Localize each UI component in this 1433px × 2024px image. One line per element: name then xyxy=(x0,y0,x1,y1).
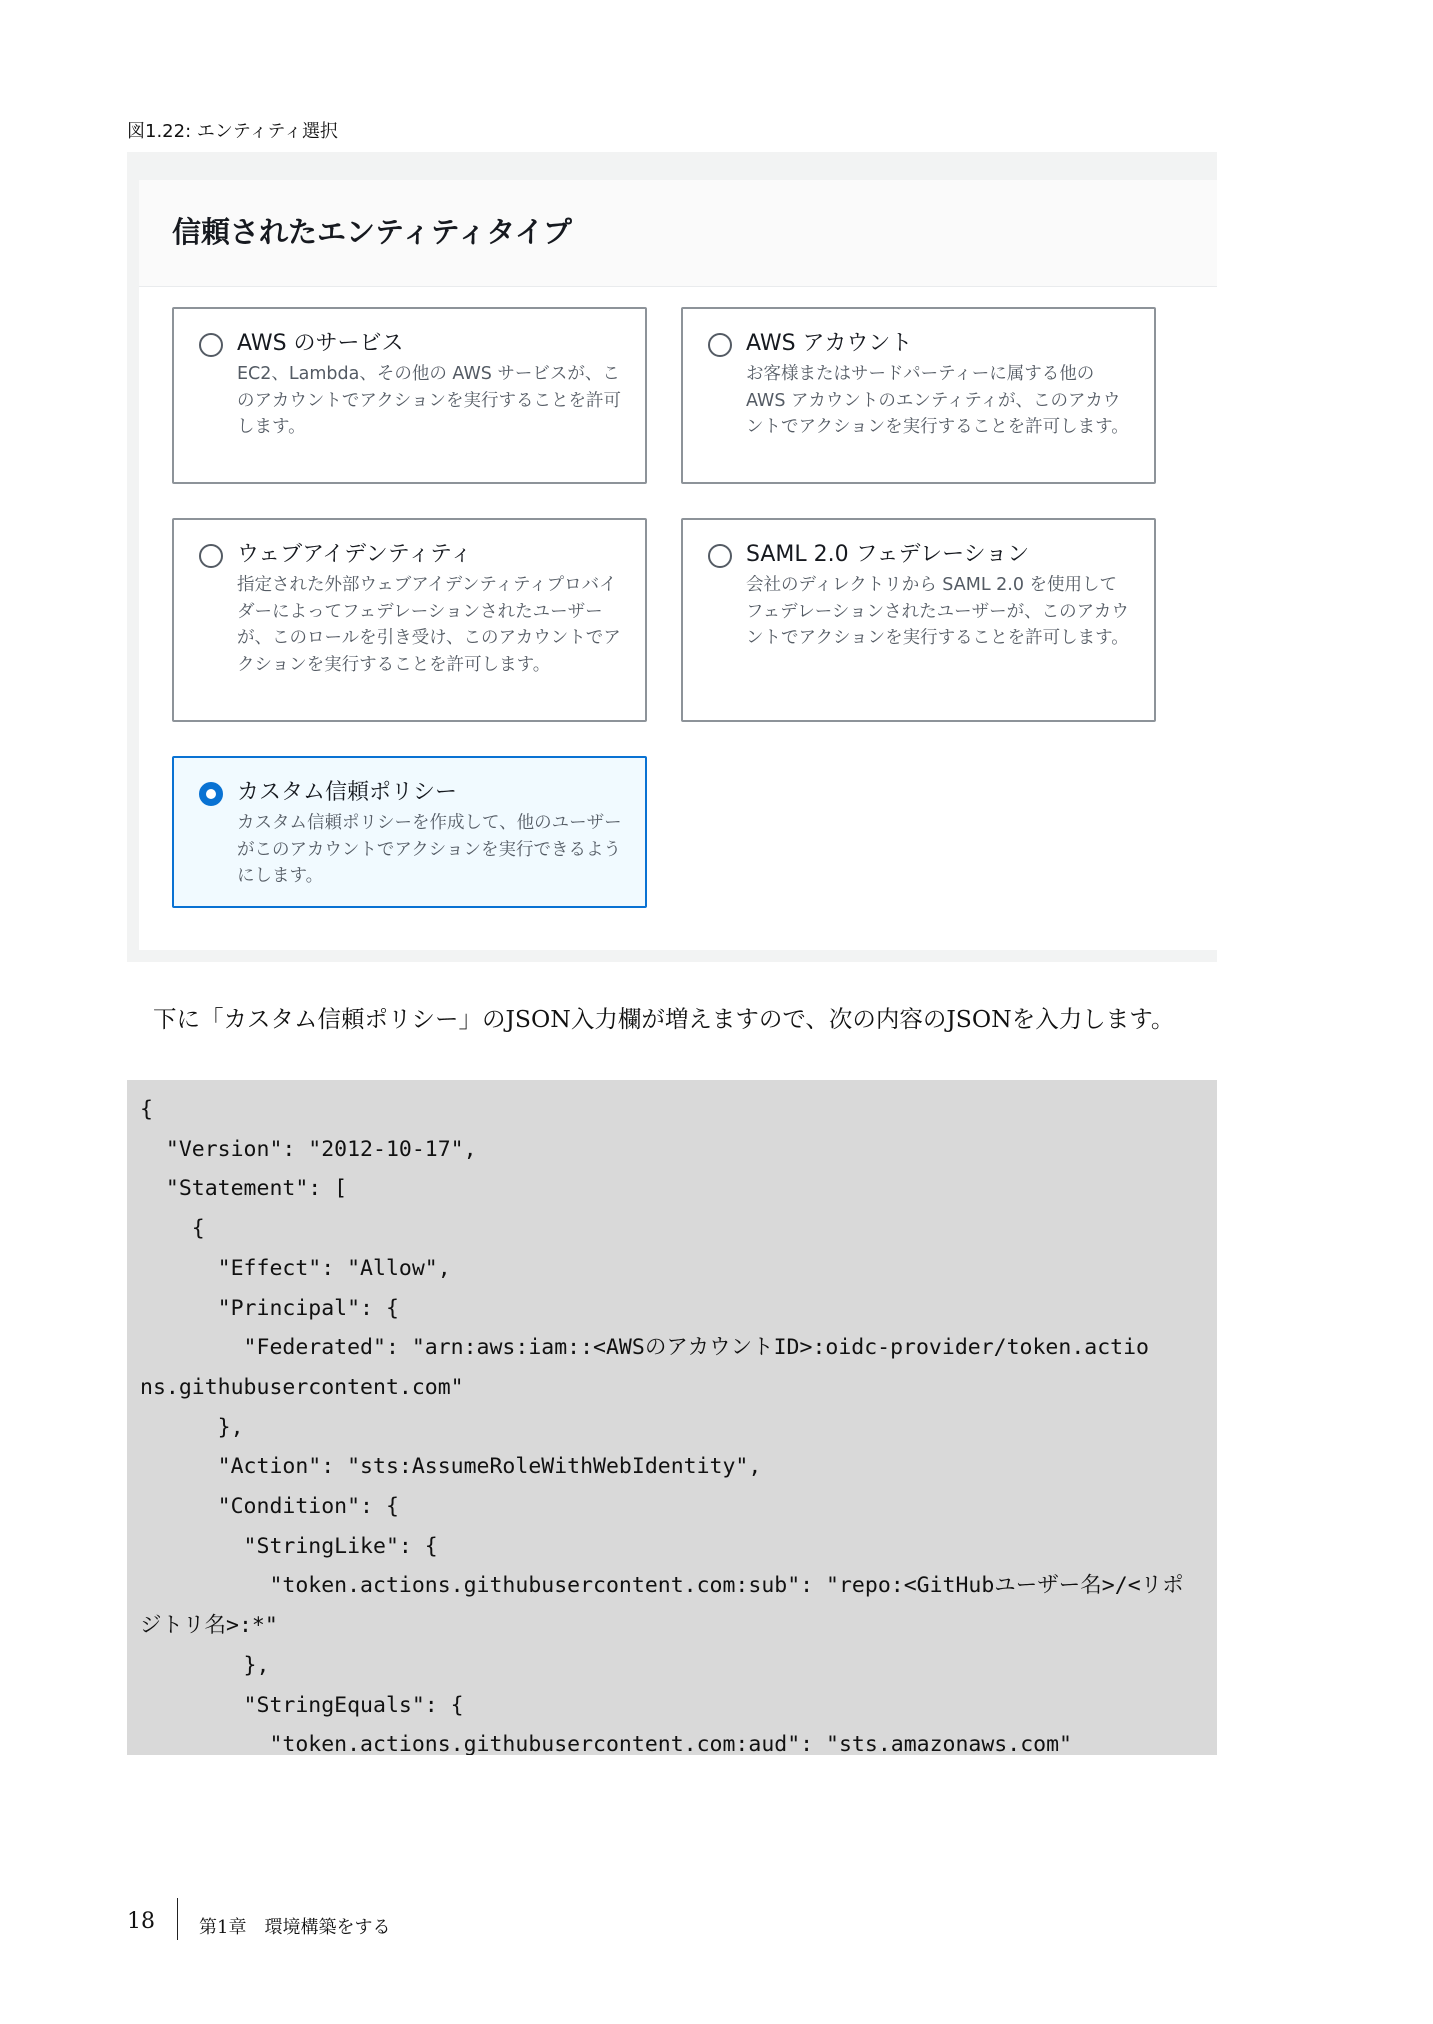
figure-screenshot xyxy=(127,152,1217,962)
option-title-web-identity: ウェブアイデンティティ xyxy=(237,542,473,567)
option-title-saml: SAML 2.0 フェデレーション xyxy=(746,542,1030,567)
body-paragraph: 下に「カスタム信頼ポリシー」のJSON入力欄が増えますので、次の内容のJSONを入力します。 xyxy=(153,1005,1175,1033)
radio-saml[interactable] xyxy=(708,544,732,568)
page-number: 18 xyxy=(127,1909,155,1934)
option-card-web-identity[interactable] xyxy=(172,518,647,722)
option-desc-web-identity: 指定された外部ウェブアイデンティティプロバイダーによってフェデレーションされたユーザーが、このロールを引き受け、このアカウントでアクションを実行することを許可します。 xyxy=(237,575,621,675)
radio-custom-trust-policy[interactable] xyxy=(199,782,223,806)
option-title-aws-account: AWS アカウント xyxy=(746,331,913,356)
option-desc-aws-service: EC2、Lambda、その他の AWS サービスが、このアカウントでアクションを実行することを許可します。 xyxy=(237,364,621,437)
radio-aws-account[interactable] xyxy=(708,333,732,357)
option-desc-custom-trust-policy: カスタム信頼ポリシーを作成して、他のユーザーがこのアカウントでアクションを実行できるようにします。 xyxy=(237,813,622,886)
code-content: { "Version": "2012-10-17", "Statement": [ { "Effect": "Allow", "Principal": { "Federated": "arn:aws:iam::<AWSのアカウントID>:oidc-provider/token.actio ns.githubusercontent.com" }, "Action": "sts:AssumeRoleWithWebIdentity", "Condition": { "StringLike": { "token.actions.githubusercontent.com:sub": "repo:<GitHubユーザー名>/<リポ ジトリ名>:*" }, "StringEquals": { "token.actions.githubusercontent.com:aud": "sts.amazonaws.com" xyxy=(140,1097,1184,1755)
option-card-custom-trust-policy[interactable] xyxy=(172,756,647,908)
option-desc-aws-account: お客様またはサードパーティーに属する他の AWS アカウントのエンティティが、このアカウントでアクションを実行することを許可します。 xyxy=(746,364,1129,437)
footer-divider xyxy=(177,1898,178,1940)
option-title-aws-service: AWS のサービス xyxy=(237,331,404,356)
option-card-saml[interactable] xyxy=(681,518,1156,722)
radio-web-identity[interactable] xyxy=(199,544,223,568)
option-title-custom-trust-policy: カスタム信頼ポリシー xyxy=(237,780,458,805)
code-block xyxy=(127,1080,1217,1755)
option-card-aws-account[interactable] xyxy=(681,307,1156,484)
option-desc-saml: 会社のディレクトリから SAML 2.0 を使用してフェデレーションされたユーザーが、このアカウントでアクションを実行することを許可します。 xyxy=(746,575,1129,648)
option-card-aws-service[interactable] xyxy=(172,307,647,484)
chapter-title: 第1章 環境構築をする xyxy=(199,1917,391,1938)
figure-caption: 図1.22: エンティティ選択 xyxy=(127,121,338,142)
panel-header xyxy=(139,180,1217,287)
radio-aws-service[interactable] xyxy=(199,333,223,357)
trusted-entity-panel xyxy=(139,180,1217,950)
panel-title: 信頼されたエンティティタイプ xyxy=(172,215,572,249)
